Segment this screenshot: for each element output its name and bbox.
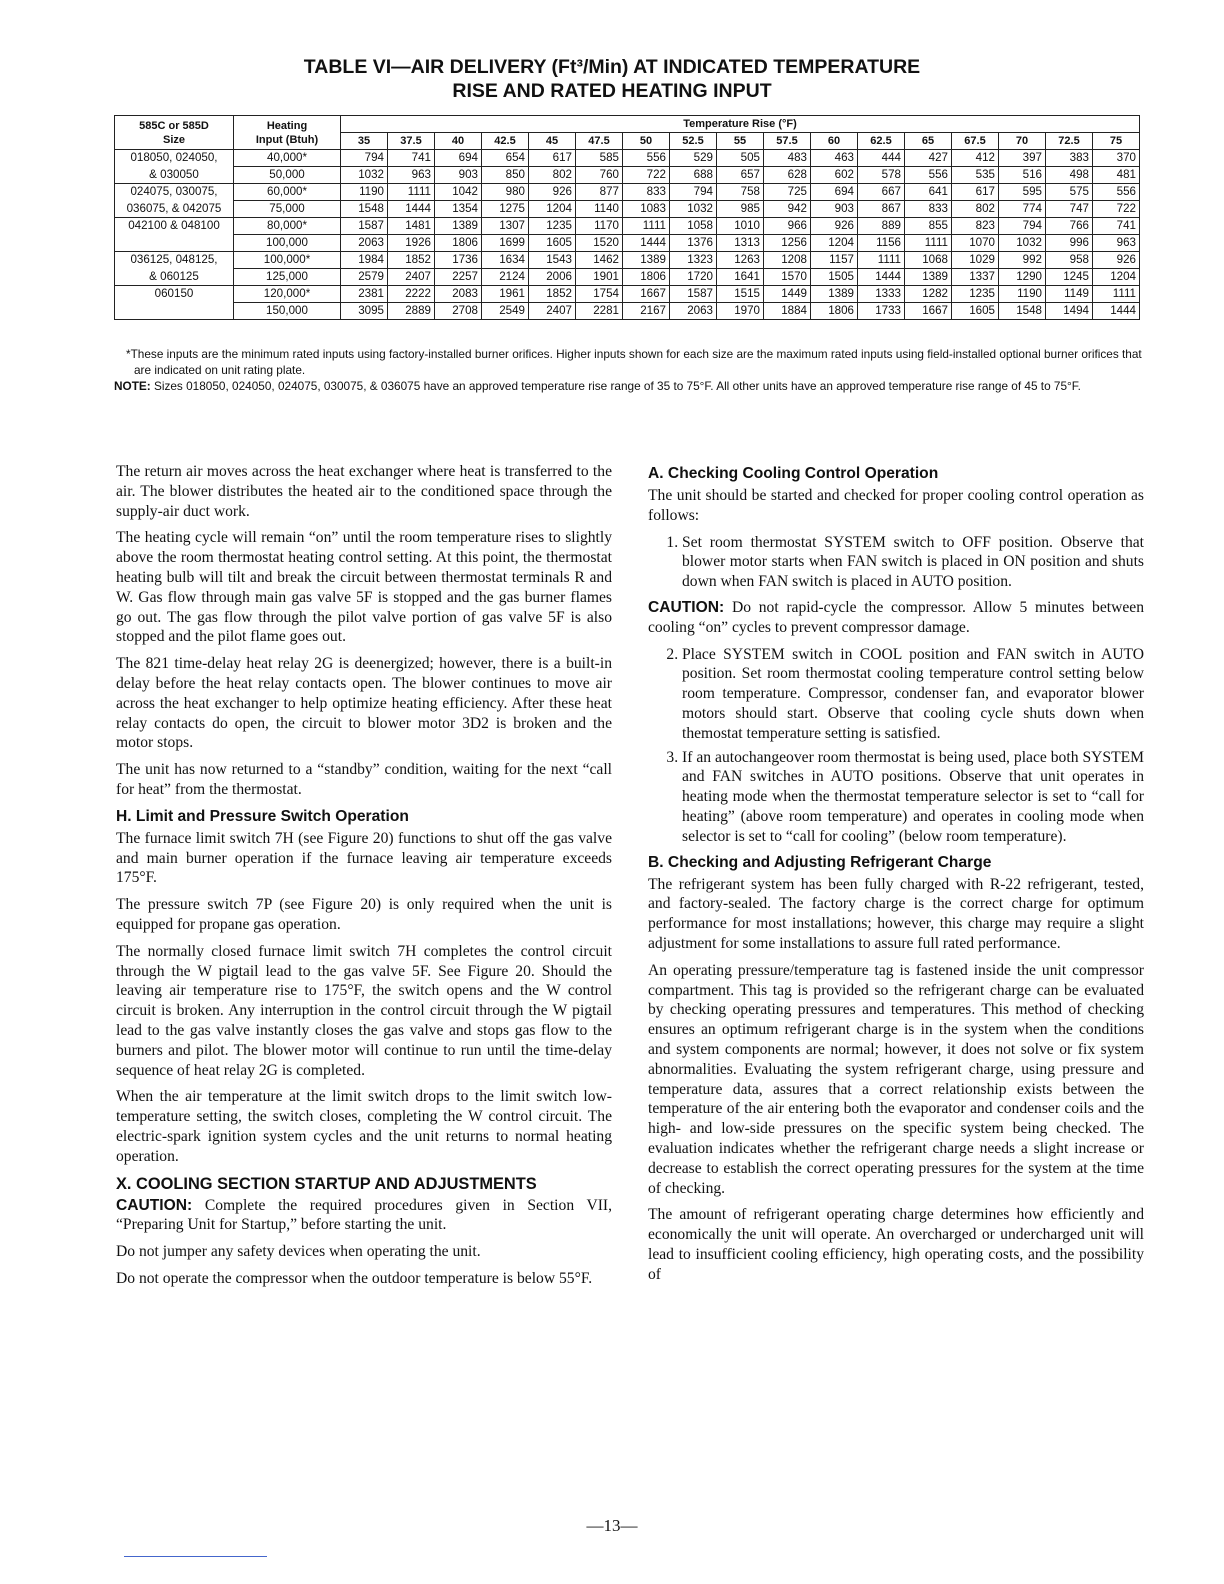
airflow-cell: 1208 [764, 252, 811, 269]
airflow-cell: 1070 [952, 235, 999, 252]
airflow-cell: 926 [529, 184, 576, 201]
paragraph: The normally closed furnace limit switch 7H completes the control circuit through the W pigtail lead to the gas valve 5F. See Figure 20. Should the leaving air temperature rise to 175°F, the switch opens and the W control circuit is broken. Any interruption in the control circuit through the W pigtail lead to the gas valve instantly closes the gas valve and stops gas flow to the burners and pilot. The blower motor will continue to run until the time-delay sequence of heat relay 2G is completed. [116, 942, 612, 1079]
airflow-cell: 2167 [623, 303, 670, 320]
rise-value-header: 60 [811, 133, 858, 150]
airflow-cell: 1481 [388, 218, 435, 235]
page-number: —13— [586, 1516, 638, 1535]
airflow-cell: 617 [529, 150, 576, 167]
airflow-cell: 1111 [1093, 286, 1140, 303]
airflow-cell: 2281 [576, 303, 623, 320]
airflow-cell: 1806 [435, 235, 482, 252]
airflow-cell: 1667 [623, 286, 670, 303]
airflow-cell: 1170 [576, 218, 623, 235]
airflow-cell: 516 [999, 167, 1046, 184]
table-title-line2: RISE AND RATED HEATING INPUT [452, 80, 772, 102]
airflow-cell: 1083 [623, 201, 670, 218]
airflow-cell: 1444 [623, 235, 670, 252]
paragraph: Do not operate the compressor when the outdoor temperature is below 55°F. [116, 1269, 593, 1287]
airflow-cell: 903 [811, 201, 858, 218]
rise-value-header: 42.5 [482, 133, 529, 150]
airflow-cell: 980 [482, 184, 529, 201]
airflow-cell: 1307 [482, 218, 529, 235]
table-row [115, 150, 1140, 167]
airflow-cell: 2063 [341, 235, 388, 252]
airflow-cell: 1984 [341, 252, 388, 269]
rise-value-header: 50 [623, 133, 670, 150]
airflow-cell: 1282 [905, 286, 952, 303]
airflow-cell: 1354 [435, 201, 482, 218]
airflow-cell: 741 [1093, 218, 1140, 235]
airflow-cell: 766 [1046, 218, 1093, 235]
airflow-cell: 833 [905, 201, 952, 218]
airflow-cell: 556 [623, 150, 670, 167]
airflow-cell: 747 [1046, 201, 1093, 218]
airflow-cell: 1641 [717, 269, 764, 286]
list-item: 2. Place SYSTEM switch in COOL position and FAN switch in AUTO position. Set room thermostat cooling temperature control setting below room temperature. Compressor, condenser fan, and evaporator blower motors should start. Observe that cooling cycle shuts down when themostat temperature setting is satisfied. [682, 645, 1144, 744]
input-cell: 100,000 [234, 235, 341, 252]
rise-value-header: 40 [435, 133, 482, 150]
airflow-cell: 850 [482, 167, 529, 184]
size-header: 585C or 585D Size [115, 116, 234, 150]
table-row [115, 303, 1140, 320]
airflow-cell: 1852 [388, 252, 435, 269]
airflow-cell: 1961 [482, 286, 529, 303]
divider [124, 1556, 267, 1557]
airflow-cell: 2579 [341, 269, 388, 286]
airflow-cell: 1548 [999, 303, 1046, 320]
airflow-cell: 1733 [858, 303, 905, 320]
input-cell: 120,000* [234, 286, 341, 303]
input-cell: 150,000 [234, 303, 341, 320]
airflow-cell: 1699 [482, 235, 529, 252]
airflow-cell: 444 [858, 150, 905, 167]
airflow-cell: 1263 [717, 252, 764, 269]
airflow-cell: 595 [999, 184, 1046, 201]
airflow-cell: 1068 [905, 252, 952, 269]
airflow-cell: 1389 [811, 286, 858, 303]
airflow-cell: 1275 [482, 201, 529, 218]
airflow-cell: 694 [435, 150, 482, 167]
airflow-cell: 1140 [576, 201, 623, 218]
airflow-cell: 585 [576, 150, 623, 167]
input-cell: 40,000* [234, 150, 341, 167]
airflow-cell: 1058 [670, 218, 717, 235]
airflow-cell: 1901 [576, 269, 623, 286]
paragraph: An operating pressure/temperature tag is fastened inside the unit compressor compartment. This tag is provided so the refrigerant charge can be evaluated by checking operating pressures and temperatures. This method of checking ensures an optimum refrigerant charge is in the system when the conditions and system components are normal; however, it does not solve or fix system abnormalities. Evaluating the system refrigerant charge, using pressure and temperature data, assures that a correct relationship exists between the temperature of the air entering both the evaporator and condenser coils and the high- and low-side pressures on the specific system being checked. The evaluation indicates whether the refrigerant charge needs a slight increase or decrease to establish the correct operating pressures for the system at the time of checking. [648, 961, 1144, 1197]
table-row [115, 286, 1140, 303]
list-item: 3. If an autochangeover room thermostat is being used, place both SYSTEM and FAN switches in AUTO positions. Observe that unit operates in heating mode when the thermostat temperature selector is set to “call for heating” (above room temperature) and operates in cooling mode when selector is set to “call for cooling” (below room temperature). [682, 748, 1144, 847]
table-title [0, 55, 1224, 103]
airflow-cell: 926 [1093, 252, 1140, 269]
airflow-cell: 903 [435, 167, 482, 184]
rise-value-header: 47.5 [576, 133, 623, 150]
airflow-cell: 556 [1093, 184, 1140, 201]
airflow-cell: 1389 [905, 269, 952, 286]
airflow-cell: 1926 [388, 235, 435, 252]
airflow-cell: 963 [1093, 235, 1140, 252]
rise-value-header: 70 [999, 133, 1046, 150]
airflow-cell: 1333 [858, 286, 905, 303]
size-cell: 018050, 024050, [115, 150, 234, 167]
left-column [116, 462, 612, 1296]
airflow-cell: 575 [1046, 184, 1093, 201]
airflow-cell: 1010 [717, 218, 764, 235]
airflow-cell: 1548 [341, 201, 388, 218]
airflow-cell: 1389 [435, 218, 482, 235]
airflow-cell: 760 [576, 167, 623, 184]
airflow-cell: 1323 [670, 252, 717, 269]
airflow-cell: 794 [341, 150, 388, 167]
rise-value-header: 57.5 [764, 133, 811, 150]
caution-label: CAUTION: [648, 598, 725, 616]
airflow-cell: 535 [952, 167, 999, 184]
airflow-cell: 617 [952, 184, 999, 201]
airflow-cell: 758 [717, 184, 764, 201]
input-cell: 80,000* [234, 218, 341, 235]
airflow-cell: 1111 [623, 218, 670, 235]
rise-value-header: 35 [341, 133, 388, 150]
airflow-cell: 657 [717, 167, 764, 184]
size-cell: 060150 [115, 286, 234, 303]
airflow-cell: 774 [999, 201, 1046, 218]
size-cell [115, 235, 234, 252]
size-cell [115, 303, 234, 320]
section-heading-a: A. Checking Cooling Control Operation [648, 465, 939, 482]
airflow-cell: 2222 [388, 286, 435, 303]
airflow-cell: 1029 [952, 252, 999, 269]
airflow-cell: 694 [811, 184, 858, 201]
rise-value-header: 75 [1093, 133, 1140, 150]
air-delivery-table [114, 115, 1140, 320]
airflow-cell: 3095 [341, 303, 388, 320]
airflow-cell: 370 [1093, 150, 1140, 167]
airflow-cell: 996 [1046, 235, 1093, 252]
size-cell: 036075, & 042075 [115, 201, 234, 218]
airflow-cell: 1042 [435, 184, 482, 201]
table-row [115, 252, 1140, 269]
airflow-cell: 1449 [764, 286, 811, 303]
airflow-cell: 2407 [529, 303, 576, 320]
table-title-line1: TABLE VI—AIR DELIVERY (Ft³/Min) AT INDICATED TEMPERATURE [303, 56, 921, 78]
airflow-cell: 688 [670, 167, 717, 184]
airflow-cell: 1605 [529, 235, 576, 252]
airflow-cell: 2006 [529, 269, 576, 286]
airflow-cell: 889 [858, 218, 905, 235]
paragraph: The refrigerant system has been fully charged with R-22 refrigerant, tested, and factory-sealed. The factory charge is the correct charge for optimum performance for most installations; however, this charge may require a slight adjustment for some installations to assure full rated performance. [648, 875, 1144, 952]
airflow-cell: 855 [905, 218, 952, 235]
section-heading-b: B. Checking and Adjusting Refrigerant Charge [648, 853, 992, 871]
table-row [115, 218, 1140, 235]
input-cell: 75,000 [234, 201, 341, 218]
airflow-cell: 1515 [717, 286, 764, 303]
airflow-cell: 1256 [764, 235, 811, 252]
airflow-cell: 1313 [717, 235, 764, 252]
size-cell: & 030050 [115, 167, 234, 184]
airflow-cell: 641 [905, 184, 952, 201]
airflow-cell: 1587 [341, 218, 388, 235]
airflow-cell: 1806 [811, 303, 858, 320]
airflow-cell: 877 [576, 184, 623, 201]
airflow-cell: 1235 [952, 286, 999, 303]
airflow-cell: 1852 [529, 286, 576, 303]
input-header: Heating Input (Btuh) [234, 116, 341, 150]
airflow-cell: 1736 [435, 252, 482, 269]
airflow-cell: 1505 [811, 269, 858, 286]
airflow-cell: 1376 [670, 235, 717, 252]
paragraph: When the air temperature at the limit switch drops to the limit switch low-temperature setting, the switch closes, completing the W control circuit. The electric-spark ignition system cycles and the unit returns to normal heating operation. [116, 1088, 612, 1165]
airflow-cell: 1462 [576, 252, 623, 269]
airflow-cell: 463 [811, 150, 858, 167]
airflow-cell: 823 [952, 218, 999, 235]
airflow-cell: 1235 [529, 218, 576, 235]
table-body [115, 150, 1140, 320]
airflow-cell: 1190 [341, 184, 388, 201]
airflow-cell: 481 [1093, 167, 1140, 184]
airflow-cell: 1149 [1046, 286, 1093, 303]
airflow-cell: 1157 [811, 252, 858, 269]
section-heading-cooling: X. COOLING SECTION STARTUP AND ADJUSTMENTS [116, 1174, 537, 1193]
airflow-cell: 1389 [623, 252, 670, 269]
airflow-cell: 966 [764, 218, 811, 235]
airflow-cell: 1634 [482, 252, 529, 269]
airflow-cell: 725 [764, 184, 811, 201]
airflow-cell: 1204 [1093, 269, 1140, 286]
size-cell: 036125, 048125, [115, 252, 234, 269]
airflow-cell: 926 [811, 218, 858, 235]
section-heading-limit: H. Limit and Pressure Switch Operation [116, 807, 409, 825]
airflow-cell: 802 [529, 167, 576, 184]
airflow-cell: 963 [388, 167, 435, 184]
airflow-cell: 628 [764, 167, 811, 184]
airflow-cell: 833 [623, 184, 670, 201]
right-column [648, 462, 1144, 1291]
rise-value-header: 65 [905, 133, 952, 150]
airflow-cell: 722 [1093, 201, 1140, 218]
airflow-cell: 1156 [858, 235, 905, 252]
airflow-cell: 802 [952, 201, 999, 218]
note-text: Sizes 018050, 024050, 024075, 030075, & 036075 have an approved temperature rise range of 35 to 75°F. All other units have an approved temperature rise range of 45 to 75°F. [153, 379, 1081, 393]
airflow-cell: 1444 [388, 201, 435, 218]
table-row [115, 184, 1140, 201]
airflow-cell: 2083 [435, 286, 482, 303]
airflow-cell: 602 [811, 167, 858, 184]
paragraph: The return air moves across the heat exchanger where heat is transferred to the air. The blower distributes the heated air to the conditioned space through the supply-air duct work. [116, 463, 612, 520]
table-row [115, 167, 1140, 184]
airflow-cell: 985 [717, 201, 764, 218]
airflow-cell: 2549 [482, 303, 529, 320]
airflow-cell: 1605 [952, 303, 999, 320]
airflow-cell: 2381 [341, 286, 388, 303]
airflow-cell: 2407 [388, 269, 435, 286]
cooling-steps-list-continued [648, 645, 1144, 847]
rise-value-header: 62.5 [858, 133, 905, 150]
airflow-cell: 397 [999, 150, 1046, 167]
table-row [115, 269, 1140, 286]
airflow-cell: 794 [670, 184, 717, 201]
caution-paragraph [116, 1196, 612, 1236]
input-cell: 50,000 [234, 167, 341, 184]
airflow-cell: 1111 [388, 184, 435, 201]
table-row [115, 235, 1140, 252]
airflow-cell: 1245 [1046, 269, 1093, 286]
list-item: 1. Set room thermostat SYSTEM switch to OFF position. Observe that blower motor starts when FAN switch is placed in ON position and shuts down when FAN switch is placed in AUTO position. [682, 533, 1144, 592]
airflow-cell: 2063 [670, 303, 717, 320]
airflow-cell: 942 [764, 201, 811, 218]
rise-value-header: 37.5 [388, 133, 435, 150]
caution-paragraph [648, 598, 1144, 638]
airflow-cell: 1494 [1046, 303, 1093, 320]
rise-value-header: 52.5 [670, 133, 717, 150]
footnote-text: *These inputs are the minimum rated inputs using factory-installed burner orifices. Higher inputs shown for each size are the maximum rated inputs using field-installed optional burner orifices that are indicated on unit rating plate. [126, 347, 1142, 377]
rise-value-header: 55 [717, 133, 764, 150]
table-footnote [114, 347, 1144, 395]
airflow-cell: 2124 [482, 269, 529, 286]
airflow-cell: 1754 [576, 286, 623, 303]
paragraph: The unit has now returned to a “standby” condition, waiting for the next “call for heat” from the thermostat. [116, 761, 612, 798]
airflow-cell: 867 [858, 201, 905, 218]
airflow-cell: 1190 [999, 286, 1046, 303]
airflow-cell: 556 [905, 167, 952, 184]
input-cell: 100,000* [234, 252, 341, 269]
paragraph: The furnace limit switch 7H (see Figure 20) functions to shut off the gas valve and main burner operation if the furnace leaving air temperature exceeds 175°F. [116, 829, 612, 887]
airflow-cell: 1570 [764, 269, 811, 286]
airflow-cell: 722 [623, 167, 670, 184]
rise-value-header: 72.5 [1046, 133, 1093, 150]
airflow-cell: 1543 [529, 252, 576, 269]
airflow-cell: 483 [764, 150, 811, 167]
airflow-cell: 741 [388, 150, 435, 167]
airflow-cell: 427 [905, 150, 952, 167]
airflow-cell: 1032 [341, 167, 388, 184]
airflow-cell: 1111 [858, 252, 905, 269]
airflow-cell: 1884 [764, 303, 811, 320]
airflow-cell: 2708 [435, 303, 482, 320]
size-cell: 042100 & 048100 [115, 218, 234, 235]
airflow-cell: 383 [1046, 150, 1093, 167]
airflow-cell: 1444 [1093, 303, 1140, 320]
paragraph: The 821 time-delay heat relay 2G is deenergized; however, there is a built-in delay before the heat relay contacts open. The blower continues to move air across the heat exchanger to help optimize heating efficiency. After these heat relay contacts do open, the circuit to blower motor 3D2 is broken and the motor stops. [116, 655, 612, 752]
airflow-cell: 1720 [670, 269, 717, 286]
airflow-cell: 1520 [576, 235, 623, 252]
caution-label: CAUTION: [116, 1196, 193, 1214]
cooling-steps-list [648, 533, 1144, 592]
airflow-cell: 1667 [905, 303, 952, 320]
paragraph: The amount of refrigerant operating charge determines how efficiently and economically the unit will operate. An overcharged or undercharged unit will lead to insufficient cooling efficiency, high operating costs, and the possibility of [648, 1206, 1144, 1283]
airflow-cell: 2889 [388, 303, 435, 320]
airflow-cell: 1806 [623, 269, 670, 286]
airflow-cell: 1337 [952, 269, 999, 286]
airflow-cell: 1032 [670, 201, 717, 218]
paragraph: Do not jumper any safety devices when operating the unit. [116, 1243, 481, 1261]
rise-value-header: 45 [529, 133, 576, 150]
airflow-cell: 1444 [858, 269, 905, 286]
airflow-cell: 1587 [670, 286, 717, 303]
paragraph: The unit should be started and checked for proper cooling control operation as follows: [648, 487, 1144, 524]
airflow-cell: 2257 [435, 269, 482, 286]
airflow-cell: 505 [717, 150, 764, 167]
note-label: NOTE: [114, 379, 151, 393]
rise-header: Temperature Rise (°F) [341, 116, 1140, 133]
table-row [115, 201, 1140, 218]
airflow-cell: 412 [952, 150, 999, 167]
airflow-cell: 578 [858, 167, 905, 184]
input-cell: 60,000* [234, 184, 341, 201]
caution-text: Complete the required procedures given in Section VII, “Preparing Unit for Startup,” before starting the unit. [116, 1196, 612, 1234]
airflow-cell: 498 [1046, 167, 1093, 184]
airflow-cell: 794 [999, 218, 1046, 235]
table-note [114, 379, 1144, 395]
airflow-cell: 654 [482, 150, 529, 167]
airflow-cell: 1204 [811, 235, 858, 252]
airflow-cell: 667 [858, 184, 905, 201]
caution-text: Do not rapid-cycle the compressor. Allow 5 minutes between cooling “on” cycles to prevent compressor damage. [648, 598, 1144, 636]
airflow-cell: 1970 [717, 303, 764, 320]
input-cell: 125,000 [234, 269, 341, 286]
airflow-cell: 992 [999, 252, 1046, 269]
airflow-cell: 529 [670, 150, 717, 167]
paragraph: The pressure switch 7P (see Figure 20) is only required when the unit is equipped for propane gas operation. [116, 896, 612, 933]
paragraph: The heating cycle will remain “on” until the room temperature rises to slightly above the room thermostat heating control setting. At this point, the thermostat heating bulb will tilt and break the circuit between thermostat terminals R and W. Gas flow through main gas valve 5F is stopped and the gas burner flames go out. The gas flow through the pilot valve portion of gas valve 5F is also stopped and the pilot flame goes out. [116, 529, 612, 646]
size-cell: & 060125 [115, 269, 234, 286]
airflow-cell: 1111 [905, 235, 952, 252]
airflow-cell: 1032 [999, 235, 1046, 252]
airflow-cell: 1290 [999, 269, 1046, 286]
rise-value-header: 67.5 [952, 133, 999, 150]
airflow-cell: 1204 [529, 201, 576, 218]
size-cell: 024075, 030075, [115, 184, 234, 201]
airflow-cell: 958 [1046, 252, 1093, 269]
